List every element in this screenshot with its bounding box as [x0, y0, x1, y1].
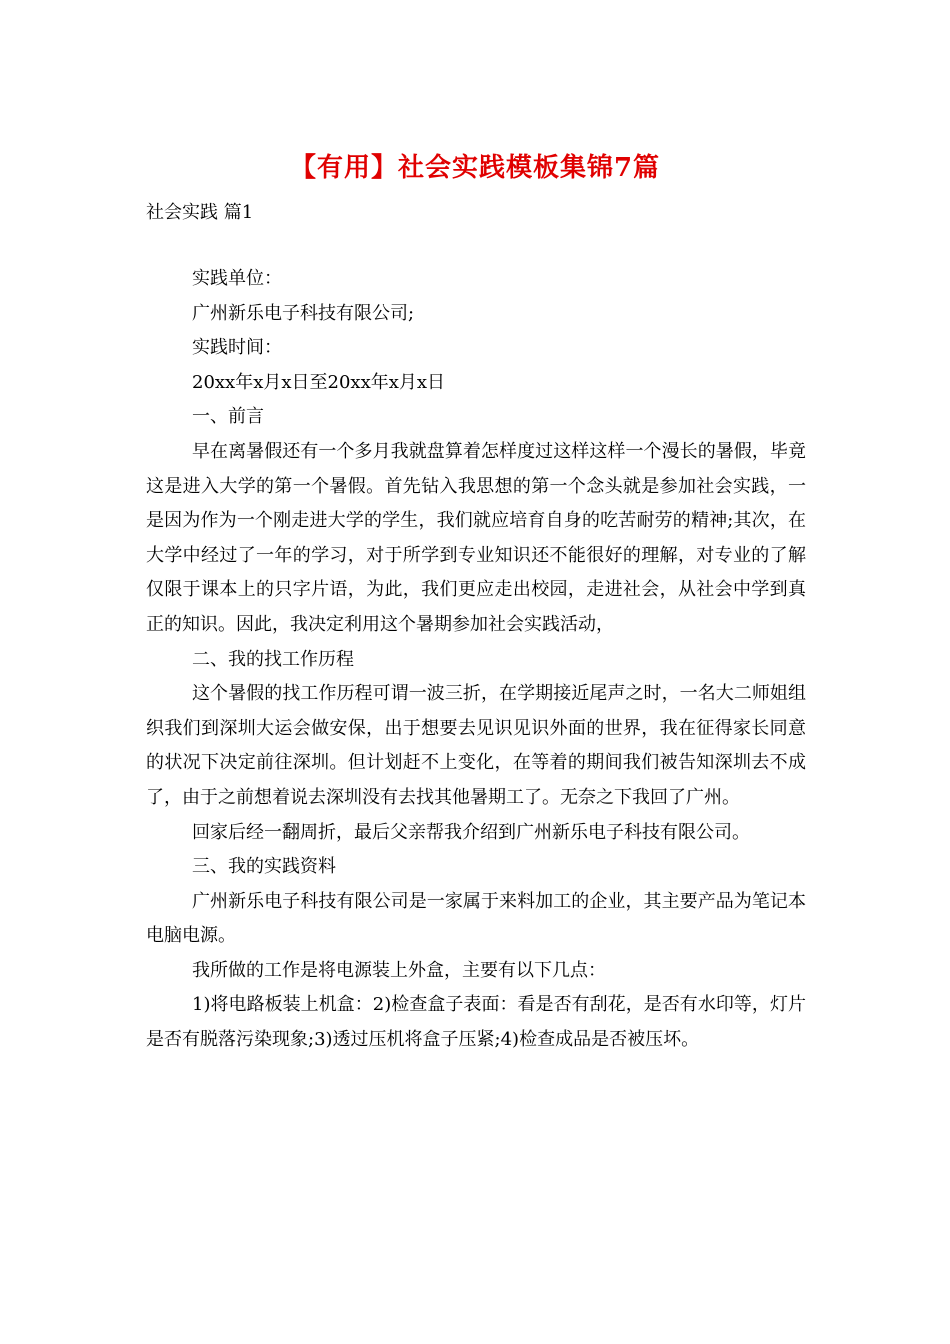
paragraph-work-intro: 我所做的工作是将电源装上外盒，主要有以下几点： [192, 959, 606, 981]
heading-preface: 一、前言 [192, 406, 264, 428]
paragraph-job-search: 这个暑假的找工作历程可谓一波三折，在学期接近尾声之时，一名大二师姐组织我们到深圳大运会做安保，出于想要去见识见识外面的世界，我在征得家长同意的状况下决定前往深圳。但计划赶不上变化，在等着的期间我们被告知深圳去不成了，由于之前想着说去深圳没有去找其他暑期工了。无奈之下我回了广州。 [146, 683, 806, 808]
paragraph-back-home: 回家后经一翻周折，最后父亲帮我介绍到广州新乐电子科技有限公司。 [192, 821, 750, 843]
paragraph-time-value: 20xx年x月x日至20xx年x月x日 [192, 371, 446, 393]
document-title: 【有用】社会实践模板集锦7篇 [289, 153, 661, 183]
document-body [146, 262, 806, 1058]
section-heading: 社会实践 篇1 [146, 202, 254, 223]
paragraph-unit-label: 实践单位： [192, 268, 282, 289]
paragraph-preface: 早在离暑假还有一个多月我就盘算着怎样度过这样这样一个漫长的暑假，毕竟这是进入大学的第一个暑假。首先钻入我思想的第一个念头就是参加社会实践，一是因为作为一个刚走进大学的学生，我们就应培育自身的吃苦耐劳的精神;其次，在大学中经过了一年的学习，对于所学到专业知识还不能很好的理解，对专业的了解仅限于课本上的只字片语，为此，我们更应走出校园，走进社会，从社会中学到真正的知识。因此，我决定利用这个暑期参加社会实践活动， [146, 440, 806, 635]
paragraph-work-steps: 1)将电路板装上机盒：2)检查盒子表面：看是否有刮花，是否有水印等，灯片是否有脱落污染现象;3)透过压机将盒子压紧;4)检查成品是否被压坏。 [146, 994, 806, 1051]
heading-practice-material: 三、我的实践资料 [192, 856, 336, 878]
paragraph-time-label: 实践时间： [192, 337, 282, 359]
paragraph-unit-name: 广州新乐电子科技有限公司; [192, 302, 415, 324]
paragraph-company-intro: 广州新乐电子科技有限公司是一家属于来料加工的企业，其主要产品为笔记本电脑电源。 [146, 890, 806, 947]
heading-job-search: 二、我的找工作历程 [192, 648, 354, 670]
